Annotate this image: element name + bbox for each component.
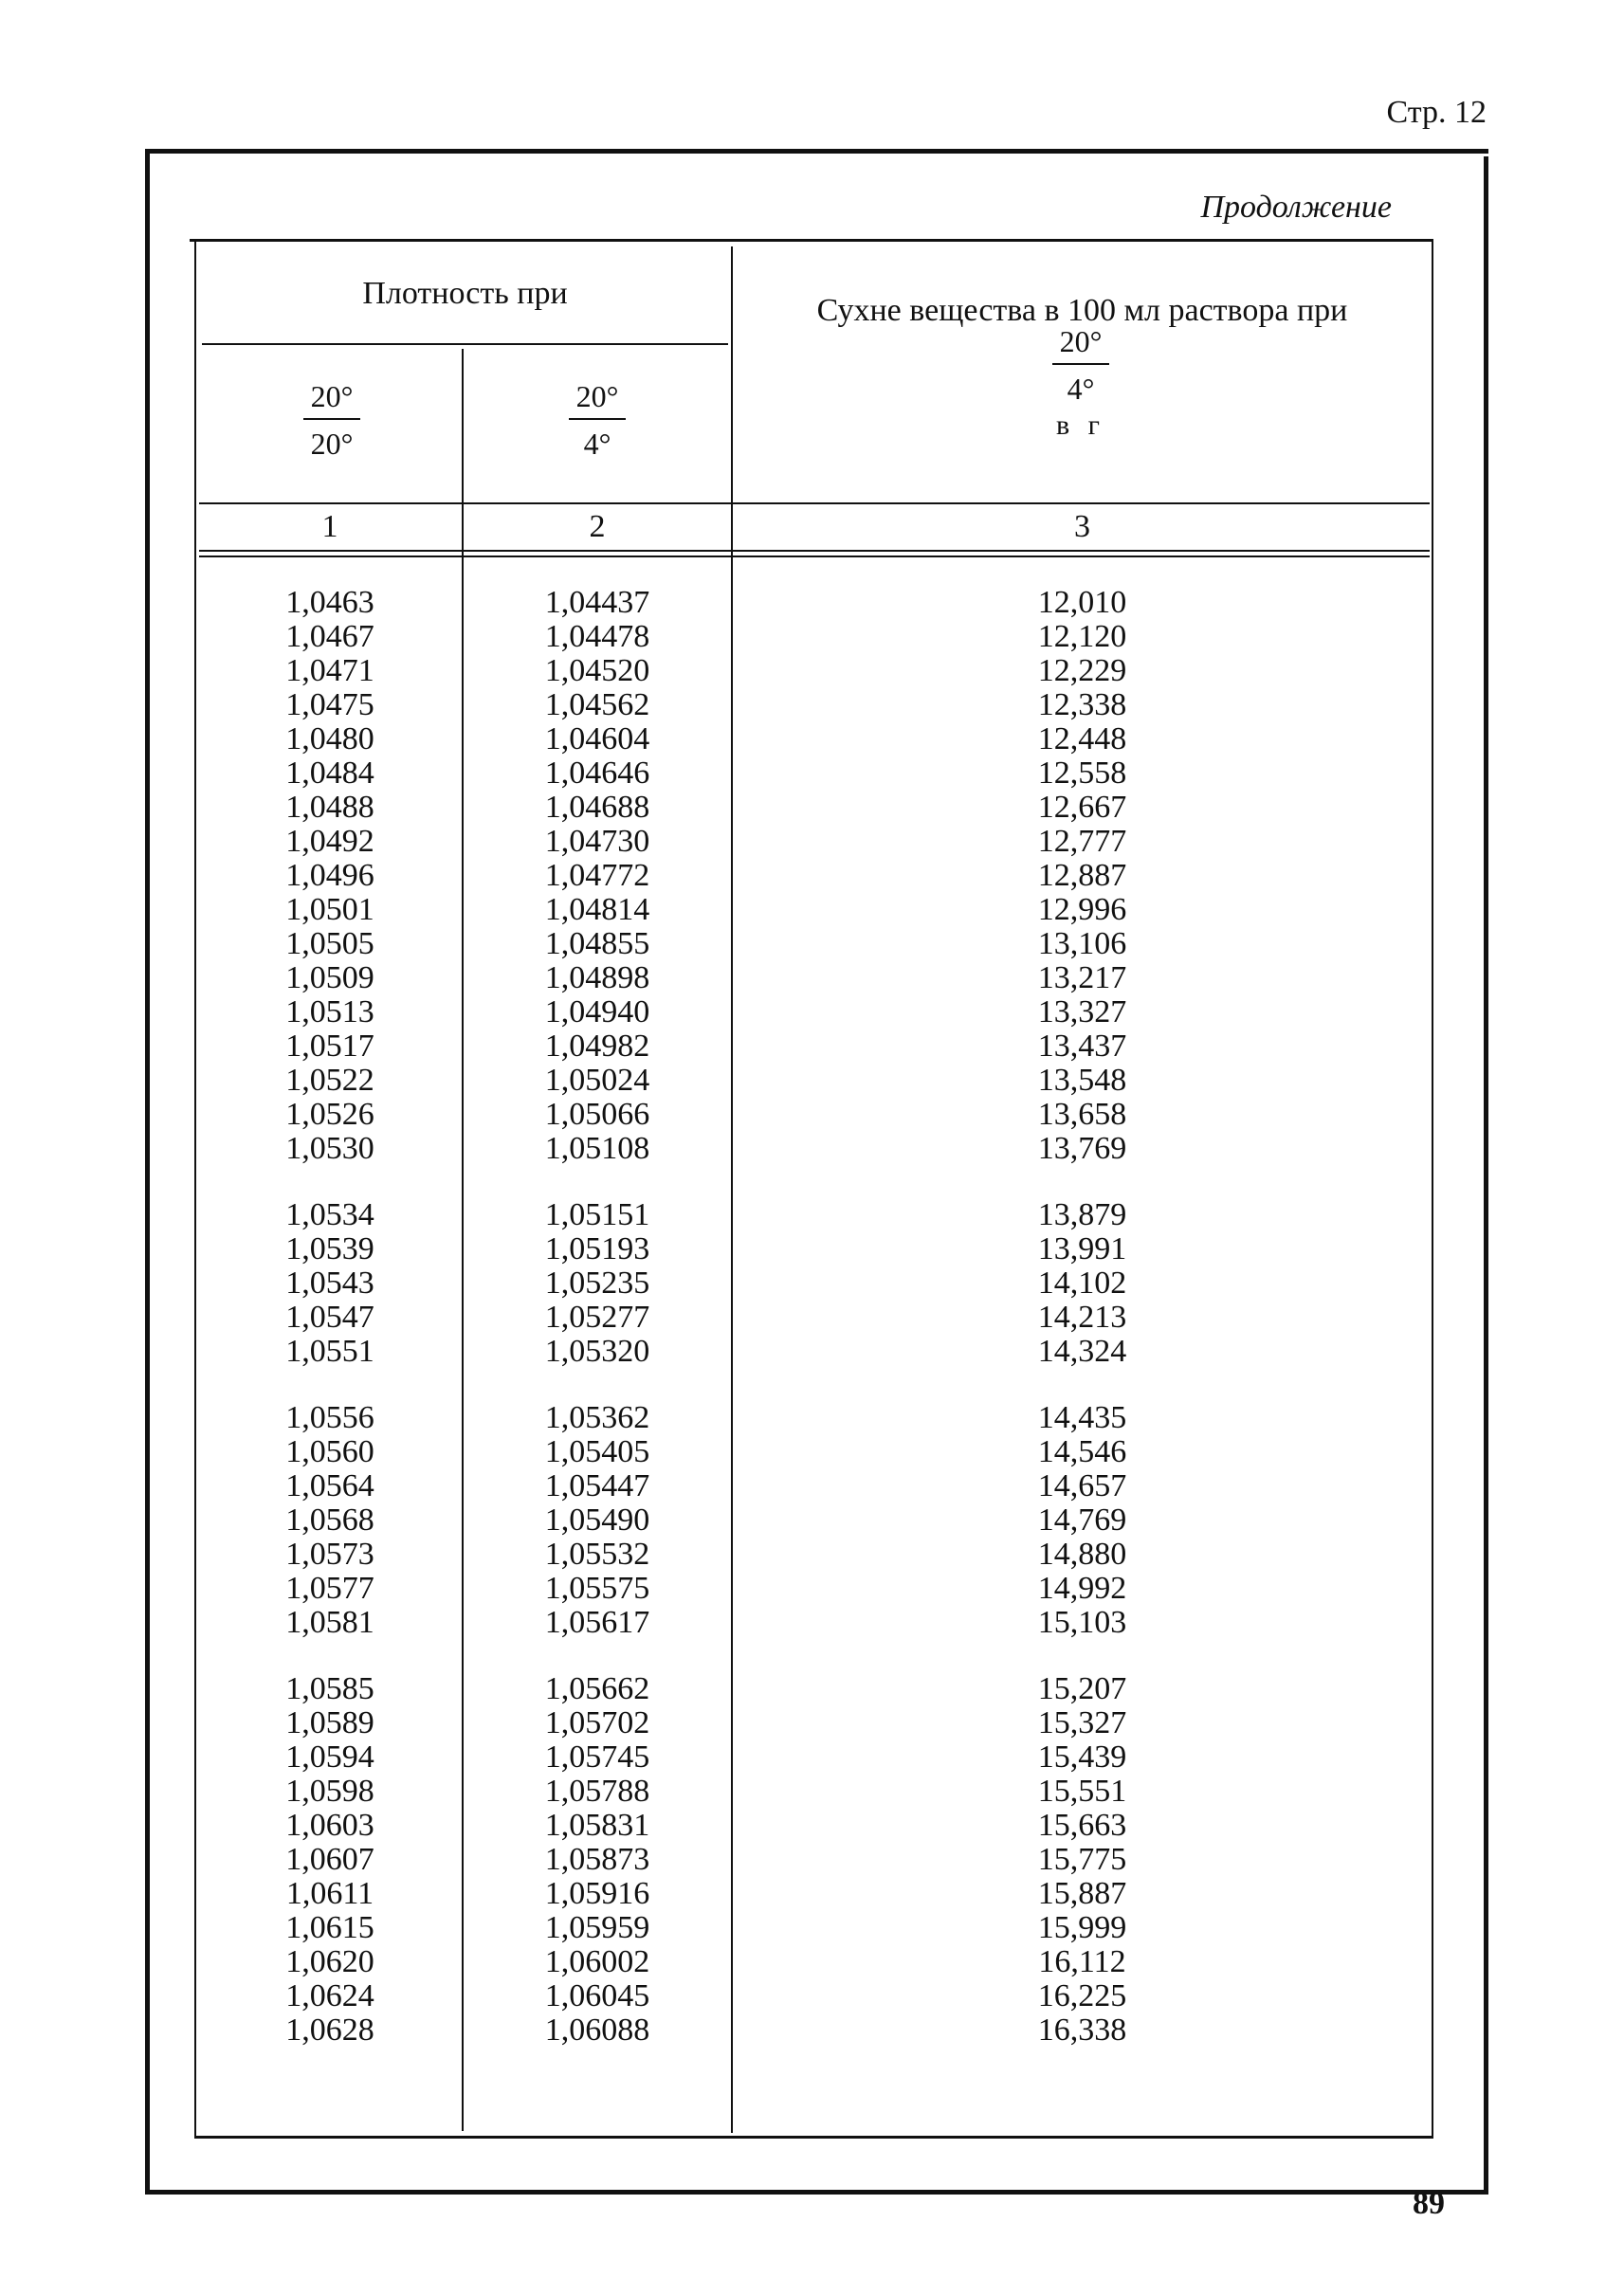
- table-cell: 1,0589: [285, 1705, 374, 1740]
- table-cell: 1,0501: [285, 892, 374, 927]
- table-cell: 12,120: [1037, 619, 1127, 654]
- table-cell: 14,657: [1037, 1468, 1127, 1503]
- frame-top: [145, 149, 1488, 154]
- table-cell: 1,05662: [544, 1671, 650, 1706]
- table-bottom: [194, 2136, 1433, 2139]
- unit-label: в г: [1056, 410, 1105, 441]
- table-cell: 14,546: [1037, 1434, 1127, 1469]
- table-cell: 1,05320: [544, 1334, 650, 1369]
- table-cell: 1,0509: [285, 960, 374, 995]
- table-cell: 1,05405: [544, 1434, 650, 1469]
- table-cell: 13,658: [1037, 1097, 1127, 1132]
- group-gap: [735, 1369, 1430, 1401]
- table-cell: 1,04478: [544, 619, 650, 654]
- table-cell: 12,338: [1037, 687, 1127, 722]
- table-cell: 1,05745: [544, 1739, 650, 1775]
- table-cell: 1,05108: [544, 1131, 650, 1166]
- table-cell: 1,0607: [285, 1842, 374, 1877]
- page-number: 89: [1413, 2186, 1445, 2221]
- table-cell: 1,0615: [285, 1910, 374, 1945]
- table-cell: 1,0496: [285, 858, 374, 893]
- col1-frac-bar: [303, 418, 360, 420]
- table-cell: 1,05066: [544, 1097, 650, 1132]
- table-cell: 1,0530: [285, 1131, 374, 1166]
- group-gap: [202, 1640, 458, 1672]
- table-cell: 13,217: [1037, 960, 1127, 995]
- table-cell: 15,551: [1037, 1774, 1127, 1809]
- table-cell: 1,05532: [544, 1537, 650, 1572]
- table-cell: 1,04520: [544, 653, 650, 688]
- table-cell: 1,04772: [544, 858, 650, 893]
- table-cell: 1,05617: [544, 1605, 650, 1640]
- table-cell: 1,05362: [544, 1400, 650, 1435]
- table-cell: 12,777: [1037, 824, 1127, 859]
- table-cell: 1,0611: [285, 1876, 374, 1911]
- table-cell: 1,0484: [285, 756, 374, 791]
- group-gap: [465, 1640, 729, 1672]
- table-cell: 1,05702: [544, 1705, 650, 1740]
- table-cell: 1,04437: [544, 585, 650, 620]
- table-cell: 13,106: [1037, 926, 1127, 961]
- group-gap: [465, 1166, 729, 1198]
- col1-fraction: [275, 377, 389, 463]
- frame-bottom: [145, 2190, 1488, 2195]
- table-cell: 1,04814: [544, 892, 650, 927]
- table-cell: 1,0534: [285, 1197, 374, 1232]
- table-cell: 1,0568: [285, 1503, 374, 1538]
- table-cell: 1,06088: [544, 2013, 650, 2048]
- column-number-1: 1: [321, 509, 338, 544]
- table-cell: 13,548: [1037, 1063, 1127, 1098]
- table-cell: 1,0585: [285, 1671, 374, 1706]
- table-left: [194, 242, 196, 2138]
- table-cell: 1,0573: [285, 1537, 374, 1572]
- table-cell: 1,0628: [285, 2013, 374, 2048]
- table-cell: 1,0547: [285, 1300, 374, 1335]
- table-cell: 1,0543: [285, 1266, 374, 1301]
- divider-col2-col3: [731, 246, 733, 2133]
- table-cell: 12,229: [1037, 653, 1127, 688]
- table-cell: 1,0522: [285, 1063, 374, 1098]
- table-cell: 1,06045: [544, 1978, 650, 2013]
- column-density-20-4: [465, 586, 729, 2048]
- table-right: [1432, 242, 1433, 2138]
- col3-fraction: [1024, 322, 1138, 408]
- table-cell: 1,05873: [544, 1842, 650, 1877]
- table-cell: 1,05024: [544, 1063, 650, 1098]
- table-cell: 1,05447: [544, 1468, 650, 1503]
- table-cell: 16,338: [1037, 2013, 1127, 2048]
- table-cell: 1,04646: [544, 756, 650, 791]
- table-cell: 1,0560: [285, 1434, 374, 1469]
- density-underline: [202, 343, 728, 345]
- group-gap: [202, 1166, 458, 1198]
- table-cell: 1,0475: [285, 687, 374, 722]
- table-cell: 1,0480: [285, 721, 374, 756]
- col3-frac-bar: [1052, 363, 1109, 365]
- column-dry-matter: [735, 586, 1430, 2048]
- table-cell: 1,05831: [544, 1808, 650, 1843]
- table-cell: 1,0551: [285, 1334, 374, 1369]
- table-cell: 1,0598: [285, 1774, 374, 1809]
- table-cell: 1,04604: [544, 721, 650, 756]
- colnum-rule-2: [199, 556, 1430, 557]
- table-cell: 14,769: [1037, 1503, 1127, 1538]
- frame-left: [145, 149, 150, 2195]
- table-cell: 16,225: [1037, 1978, 1127, 2013]
- table-cell: 1,0505: [285, 926, 374, 961]
- table-cell: 1,05575: [544, 1571, 650, 1606]
- table-cell: 14,992: [1037, 1571, 1127, 1606]
- table-cell: 1,0556: [285, 1400, 374, 1435]
- table-cell: 1,0492: [285, 824, 374, 859]
- table-cell: 15,103: [1037, 1605, 1127, 1640]
- table-cell: 1,0620: [285, 1944, 374, 1979]
- table-cell: 1,04730: [544, 824, 650, 859]
- table-cell: 12,887: [1037, 858, 1127, 893]
- table-cell: 1,0526: [285, 1097, 374, 1132]
- table-cell: 15,663: [1037, 1808, 1127, 1843]
- table-cell: 1,05959: [544, 1910, 650, 1945]
- table-cell: 12,667: [1037, 790, 1127, 825]
- table-cell: 15,999: [1037, 1910, 1127, 1945]
- col1-frac-den: 20°: [310, 427, 354, 461]
- table-cell: 13,769: [1037, 1131, 1127, 1166]
- table-cell: 1,05235: [544, 1266, 650, 1301]
- table-cell: 1,0517: [285, 1029, 374, 1064]
- table-cell: 15,775: [1037, 1842, 1127, 1877]
- table-cell: 1,0471: [285, 653, 374, 688]
- table-cell: 14,102: [1037, 1266, 1127, 1301]
- table-cell: 1,0564: [285, 1468, 374, 1503]
- table-cell: 1,0577: [285, 1571, 374, 1606]
- column-number-3: 3: [1074, 509, 1090, 544]
- table-cell: 14,213: [1037, 1300, 1127, 1335]
- table-cell: 1,06002: [544, 1944, 650, 1979]
- table-cell: 12,010: [1037, 585, 1127, 620]
- table-cell: 1,04982: [544, 1029, 650, 1064]
- dry-matter-heading: Сухне вещества в 100 мл раствора при: [816, 293, 1348, 328]
- table-cell: 14,880: [1037, 1537, 1127, 1572]
- table-cell: 1,05277: [544, 1300, 650, 1335]
- col3-frac-num: 20°: [1059, 324, 1103, 358]
- continuation-label: Продолжение: [1200, 190, 1392, 225]
- table-cell: 1,04688: [544, 790, 650, 825]
- density-heading: Плотность при: [362, 276, 568, 311]
- group-gap: [202, 1369, 458, 1401]
- table-cell: 1,0581: [285, 1605, 374, 1640]
- column-density-20-20: [202, 586, 458, 2048]
- table-cell: 1,0463: [285, 585, 374, 620]
- table-cell: 1,04562: [544, 687, 650, 722]
- table-cell: 12,996: [1037, 892, 1127, 927]
- table-cell: 15,887: [1037, 1876, 1127, 1911]
- table-cell: 13,437: [1037, 1029, 1127, 1064]
- table-cell: 15,327: [1037, 1705, 1127, 1740]
- col3-frac-den: 4°: [1067, 372, 1095, 406]
- table-cell: 1,04940: [544, 994, 650, 1029]
- table-cell: 1,0513: [285, 994, 374, 1029]
- col2-fraction: [540, 377, 654, 463]
- table-cell: 16,112: [1038, 1944, 1126, 1979]
- col2-frac-num: 20°: [575, 379, 619, 413]
- table-cell: 1,0624: [285, 1978, 374, 2013]
- frame-right: [1484, 156, 1488, 2195]
- table-cell: 1,04898: [544, 960, 650, 995]
- table-cell: 1,05490: [544, 1503, 650, 1538]
- colnum-rule-1: [199, 550, 1430, 552]
- table-cell: 1,0603: [285, 1808, 374, 1843]
- table-cell: 12,448: [1037, 721, 1127, 756]
- col2-frac-bar: [569, 418, 626, 420]
- header-rule: [199, 502, 1430, 504]
- table-cell: 12,558: [1037, 756, 1127, 791]
- table-cell: 1,05151: [544, 1197, 650, 1232]
- table-cell: 1,05788: [544, 1774, 650, 1809]
- table-cell: 1,04855: [544, 926, 650, 961]
- table-cell: 14,324: [1037, 1334, 1127, 1369]
- table-cell: 1,0594: [285, 1739, 374, 1775]
- table-cell: 1,0539: [285, 1231, 374, 1266]
- group-gap: [735, 1166, 1430, 1198]
- column-number-2: 2: [589, 509, 606, 544]
- table-cell: 1,05916: [544, 1876, 650, 1911]
- table-cell: 13,991: [1037, 1231, 1127, 1266]
- table-cell: 14,435: [1037, 1400, 1127, 1435]
- table-cell: 13,879: [1037, 1197, 1127, 1232]
- group-gap: [465, 1369, 729, 1401]
- table-cell: 15,207: [1037, 1671, 1127, 1706]
- col2-frac-den: 4°: [583, 427, 611, 461]
- group-gap: [735, 1640, 1430, 1672]
- table-cell: 1,0488: [285, 790, 374, 825]
- table-cell: 13,327: [1037, 994, 1127, 1029]
- page-reference: Стр. 12: [1386, 95, 1487, 130]
- table-cell: 1,0467: [285, 619, 374, 654]
- divider-col1-col2: [462, 349, 464, 2131]
- table-cell: 1,05193: [544, 1231, 650, 1266]
- col1-frac-num: 20°: [310, 379, 354, 413]
- table-cell: 15,439: [1037, 1739, 1127, 1775]
- table-top: [190, 239, 1433, 242]
